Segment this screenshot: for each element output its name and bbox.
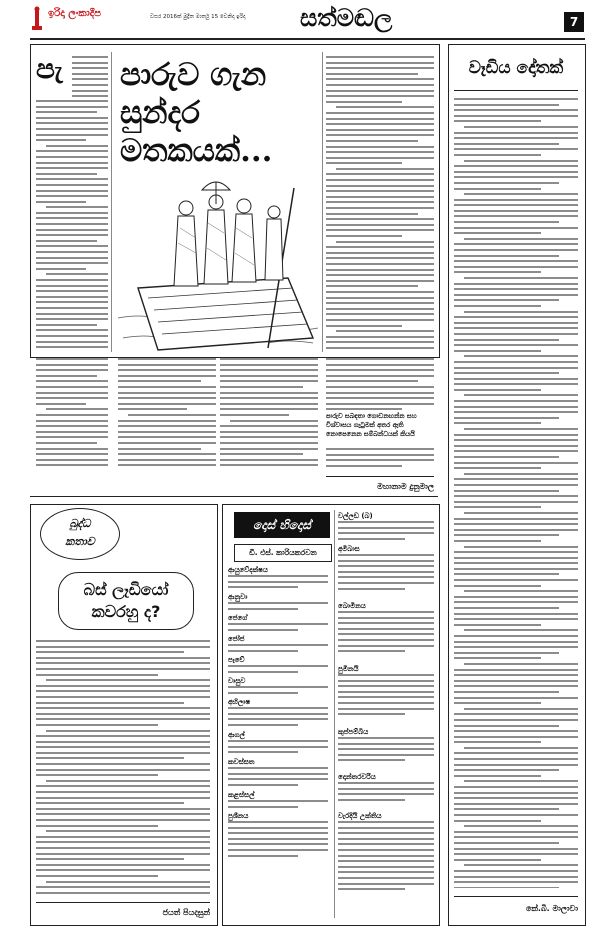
subhead-body [228,821,328,869]
main-article-lower-mid2 [220,358,318,470]
subhead-body [228,665,328,677]
subhead-body [338,611,434,665]
masthead-logo [30,6,44,32]
bottom-middle-divider [334,510,335,918]
subhead-body [228,623,328,635]
col-divider [322,52,323,352]
subhead: කළස්සල් [228,791,255,799]
main-author: මහානාම දුනුමාල [377,482,434,491]
subhead: ජෙගේ [228,614,248,622]
subhead-body [228,602,328,614]
subhead-body [228,740,328,758]
right-byline-rule [454,896,578,897]
bottom-middle-author: ඩී. එස්. කාරියකරවන [234,544,332,562]
subhead-body [338,674,434,728]
subhead-body [228,575,328,593]
main-article-col1-top [72,56,108,100]
subhead-body [228,644,328,656]
subhead: පෑචේ [228,656,245,664]
main-article-lower-mid1 [118,358,216,470]
bottom-middle-col2 [338,512,434,918]
main-article-col3 [326,56,434,352]
main-article-lower-left [36,358,108,470]
masthead-title: ඉරිදා ලංකාදීප [48,8,102,19]
subhead: කුප්පම්බීය [338,728,369,736]
subhead: ආයුවේදක්ෂය [228,566,268,574]
subhead: වල්ලඩ (බ) [338,512,373,520]
subhead-body [338,521,434,545]
pull-quote: පාරුව සබඳතා ගොඩනඟන්න සහ විශ්වාසය ගැටුමක් අතර ඇති නොපෙනෙන සම්බන්ධයක් කියයි [326,412,417,438]
subhead-body [228,707,328,731]
headline-line-1: පාරුව ගැන [120,57,267,93]
headline-line-2: සුන්දර [120,95,200,131]
section-title: සත්මඬල [300,3,393,32]
kicker-line-1: බුද්ධ [69,517,91,530]
subhead-body [338,782,434,812]
bottom-middle-col1 [228,566,330,918]
header-rule [30,38,585,40]
main-article-after-quote [326,448,434,472]
subhead: ජෝජ [228,635,245,643]
headline-line-3: මතකයක්... [120,133,273,169]
subhead: ආනුවා [228,593,248,601]
subhead: කවස්සත [228,758,255,766]
subhead: ආගල් [228,731,245,739]
kicker-line-2: කතාව [65,535,95,548]
page-number: 7 [564,12,584,32]
subhead-body [338,821,434,911]
subhead: වාසුව [228,677,246,685]
subhead-body [338,554,434,602]
subhead: බොමීනය [338,602,366,610]
right-title-rule [454,90,578,91]
subhead: පුමිනයි [338,665,359,673]
subhead: දොන්තරවරිය [338,773,376,781]
right-column-author: කේ.බී. මාලාවා [525,904,578,913]
subhead-body [228,767,328,791]
subhead-body [338,737,434,773]
subhead: පුශීනය [228,812,249,820]
main-article-col1 [36,100,108,350]
right-column-title: වෑඩිය දෝතක් [468,58,564,78]
byline-rule [326,476,434,477]
subhead: වැරදියි උක්තිය [338,812,382,820]
bottom-left-author: ජයත් පියදසුන් [162,908,210,917]
right-column-body [454,98,578,888]
bottom-middle-kicker: දොස් හිදොස් [234,512,330,538]
issue-date: වසර 2016ක් මුද්‍රිත මාර්තු 15 වෙනිදා ඉරිදා [150,14,246,20]
main-headline [120,56,310,170]
ferry-illustration [118,168,318,353]
main-article-bottom-rule [30,496,438,497]
subhead: අභිලාෂ [228,698,251,706]
subhead-body [228,686,328,698]
bottom-left-body [36,640,210,896]
main-article-lower-right [326,358,434,410]
col-divider [111,52,112,352]
dropcap: පැ [36,52,63,85]
subhead: අමීබාස [338,545,360,553]
subhead-body [228,800,328,812]
bottom-left-headline: බස් ලෑඩියෝ කවරහු ද? [58,572,194,630]
bottom-left-byline-rule [36,902,210,903]
bottom-left-kicker [40,508,120,560]
